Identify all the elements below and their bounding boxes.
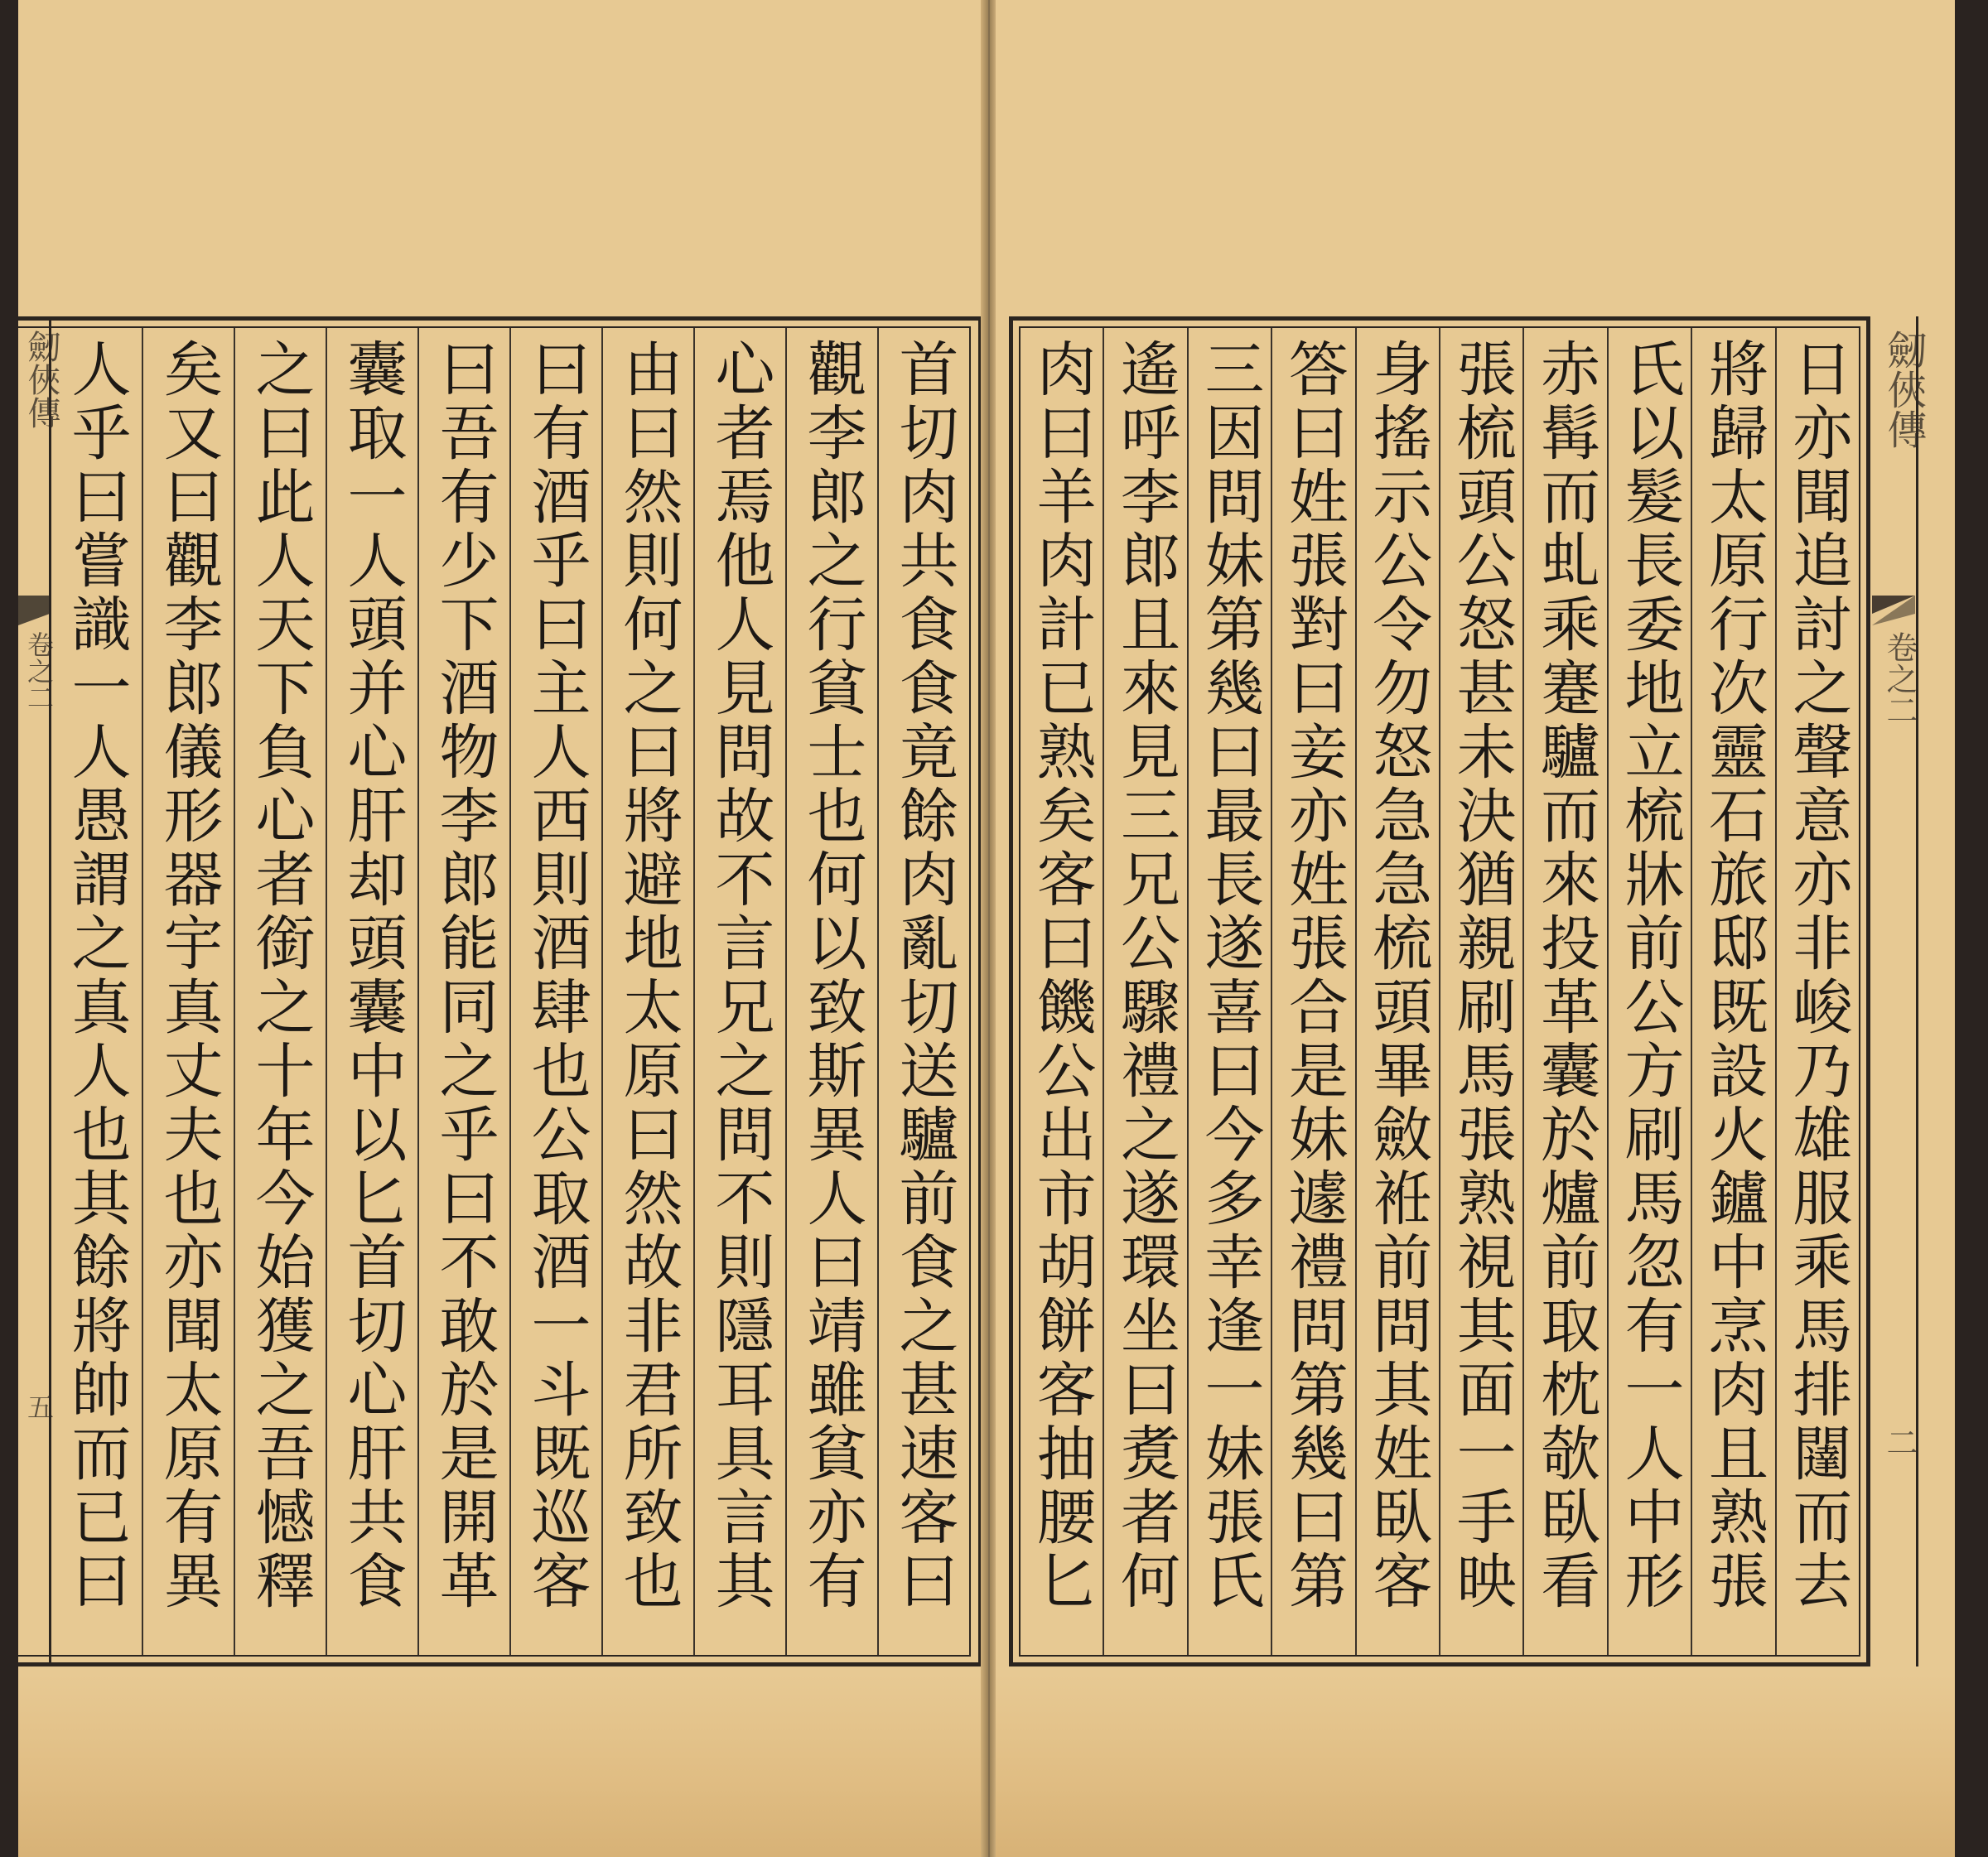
column-text: 矣又曰觀李郎儀形器宇真丈夫也亦聞太原有異 <box>153 338 224 1613</box>
column-text: 囊取一人頭并心肝却頭囊中以匕首切心肝共食 <box>337 338 408 1613</box>
text-column <box>601 328 693 1655</box>
banxin-title: 劒俠傳 <box>1880 330 1927 449</box>
column-text: 之曰此人天下負心者銜之十年今始獲之吾憾釋 <box>245 338 316 1613</box>
text-column <box>1271 328 1354 1655</box>
banxin-center-strip <box>1870 316 1927 1666</box>
text-column <box>1439 328 1522 1655</box>
left-page <box>18 0 983 1857</box>
text-column <box>693 328 785 1655</box>
column-text: 曰吾有少下酒物李郎能同之乎曰不敢於是開革 <box>429 338 499 1613</box>
banxin-folio: 五 <box>23 1393 55 1420</box>
text-column <box>509 328 601 1655</box>
column-text: 日亦聞追討之聲意亦非峻乃雄服乘馬排闥而去 <box>1783 338 1853 1613</box>
column-text: 氏以髮長委地立梳牀前公方刷馬忽有一人中形 <box>1614 338 1685 1613</box>
fish-tail-icon <box>18 594 50 627</box>
column-text: 肉曰羊肉計已熟矣客曰饑公出市胡餅客抽腰匕 <box>1026 338 1097 1613</box>
text-column <box>1691 328 1774 1655</box>
column-text: 首切肉共食食竟餘肉亂切送驢前食之甚速客曰 <box>889 338 959 1613</box>
column-text: 張梳頭公怒甚未決猶親刷馬張熟視其面一手映 <box>1446 338 1517 1613</box>
text-column <box>1187 328 1271 1655</box>
column-text: 心者焉他人見問故不言兄之問不則隱耳具言其 <box>705 338 775 1613</box>
text-column <box>1355 328 1439 1655</box>
column-text: 由曰然則何之曰將避地太原曰然故非君所致也 <box>613 338 683 1613</box>
column-text: 身搖示公令勿怒急急梳頭畢斂袵前問其姓臥客 <box>1363 338 1433 1613</box>
page-stain <box>18 1675 983 1857</box>
column-text: 將歸太原行次靈石旅邸既設火鑪中烹肉且熟張 <box>1698 338 1768 1613</box>
text-column <box>1607 328 1691 1655</box>
text-columns <box>1021 328 1859 1655</box>
text-column <box>877 328 969 1655</box>
text-column <box>234 328 326 1655</box>
column-text: 答曰姓張對曰妾亦姓張合是妹遽禮問第幾曰第 <box>1278 338 1349 1613</box>
banxin-juan: 卷之二 <box>23 631 55 711</box>
text-column <box>51 328 142 1655</box>
text-column <box>785 328 877 1655</box>
column-text: 人乎曰嘗識一人愚謂之真人也其餘將帥而已曰 <box>61 338 132 1613</box>
column-text: 曰有酒乎曰主人西則酒肆也公取酒一斗既巡客 <box>521 338 591 1613</box>
text-column <box>1522 328 1606 1655</box>
column-text: 觀李郎之行貧士也何以致斯異人曰靖雖貧亦有 <box>797 338 867 1613</box>
text-column <box>142 328 234 1655</box>
column-text: 遙呼李郎且來見三兄公驟禮之遂環坐曰煑者何 <box>1111 338 1181 1613</box>
page-stain <box>996 1675 1955 1857</box>
text-columns <box>51 328 969 1655</box>
text-column <box>1775 328 1859 1655</box>
banxin-fragment <box>18 316 60 1666</box>
book-gutter <box>981 0 997 1857</box>
right-page <box>996 0 1955 1857</box>
text-column <box>326 328 417 1655</box>
fish-tail-icon <box>1872 594 1915 627</box>
column-text: 赤髯而虬乘蹇驢而來投革囊於爐前取枕欹臥看 <box>1531 338 1601 1613</box>
banxin-title: 劒俠傳 <box>22 330 60 429</box>
text-column <box>1103 328 1186 1655</box>
text-column <box>417 328 509 1655</box>
banxin-juan: 卷之二 <box>1881 631 1918 726</box>
text-column <box>1021 328 1103 1655</box>
banxin-folio: 二 <box>1881 1426 1918 1458</box>
column-text: 三因問妹第幾曰最長遂喜曰今多幸逢一妹張氏 <box>1194 338 1265 1613</box>
